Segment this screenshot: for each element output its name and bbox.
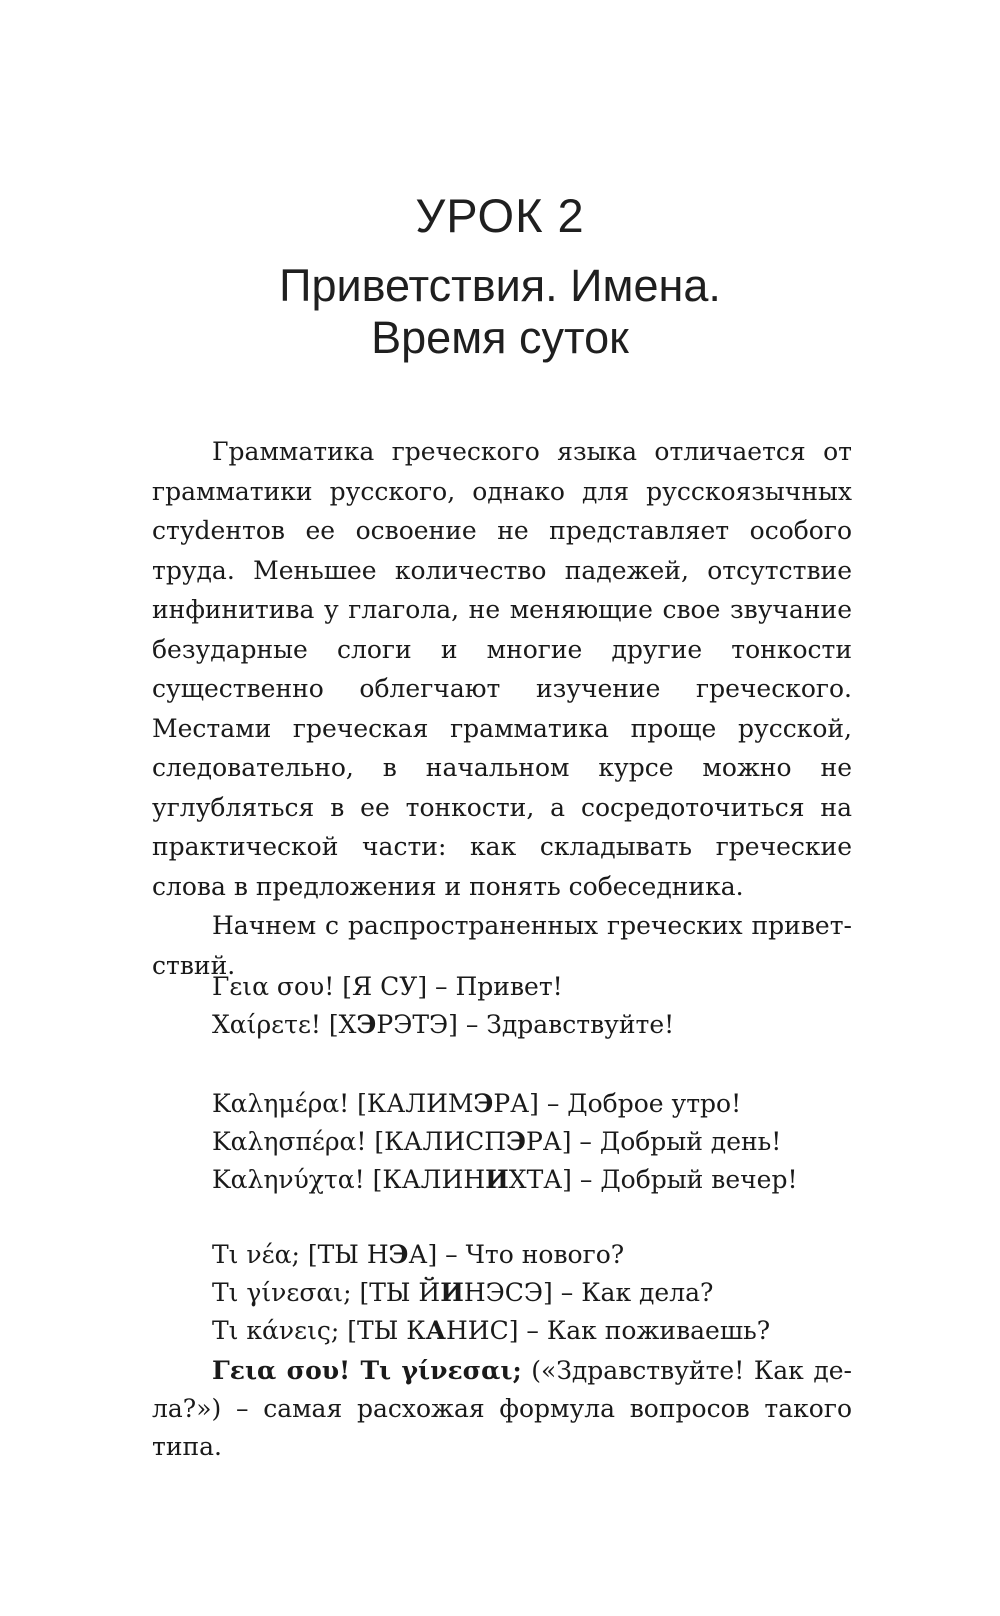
greek-phrase: Τι νέα; — [212, 1240, 300, 1269]
closing-paragraph — [152, 1352, 852, 1466]
translation: – Здравствуйте! — [465, 1010, 675, 1039]
transcription: [КАЛИНИХТА] — [372, 1165, 572, 1194]
translation: – Что нового? — [445, 1240, 625, 1269]
lesson-topic-line-2: Время суток — [371, 312, 629, 363]
translation: – Доброе утро! — [546, 1089, 742, 1118]
stressed-vowel: Э — [388, 1240, 409, 1269]
greek-phrase: Καληνύχτα! — [212, 1165, 365, 1194]
phrase-line — [212, 1312, 872, 1350]
lesson-title: УРОК 2 — [415, 189, 585, 242]
translation: – Привет! — [435, 972, 563, 1001]
phrase-line — [212, 1006, 872, 1044]
transcription: [ТЫ КАНИС] — [347, 1316, 519, 1345]
closing-text: («Здравствуйте! Как дела?») – самая расхожая формула вопросов такого типа. — [152, 1356, 852, 1461]
lesson-topic-line-1: Приветствия. Имена. — [279, 260, 721, 311]
stressed-vowel: Э — [506, 1127, 526, 1156]
transcription: [ТЫ ЙИНЭСЭ] — [359, 1278, 553, 1307]
greek-phrase: Γεια σου! — [212, 972, 335, 1001]
phrase-line — [212, 1123, 872, 1161]
transcription: [ТЫ НЭА] — [307, 1240, 438, 1269]
greek-phrase: Καλησπέρα! — [212, 1127, 367, 1156]
translation: – Добрый день! — [579, 1127, 782, 1156]
phrase-line — [212, 1274, 872, 1312]
greek-phrase: Χαίρετε! — [212, 1010, 321, 1039]
phrase-line — [212, 1161, 872, 1199]
stressed-vowel: Э — [356, 1010, 377, 1039]
stressed-vowel: И — [440, 1278, 464, 1307]
lead-in-paragraph: Начнем с распространенных греческих приветствий. — [152, 911, 852, 980]
stressed-vowel: И — [485, 1165, 509, 1194]
body-text — [152, 432, 852, 985]
greeting-group-hello — [212, 968, 872, 1044]
phrase-line — [212, 1085, 872, 1123]
translation: – Как поживаешь? — [526, 1316, 771, 1345]
translation: – Как дела? — [560, 1278, 714, 1307]
transcription: [ХЭРЭТЭ] — [328, 1010, 458, 1039]
greek-phrase: Τι κάνεις; — [212, 1316, 340, 1345]
greek-phrase: Καλημέρα! — [212, 1089, 350, 1118]
transcription: [КАЛИСПЭРА] — [374, 1127, 572, 1156]
greeting-group-time-of-day — [212, 1085, 872, 1199]
transcription: [КАЛИМЭРА] — [357, 1089, 539, 1118]
phrase-line — [212, 968, 872, 1006]
stressed-vowel: Э — [473, 1089, 494, 1118]
translation: – Добрый вечер! — [579, 1165, 798, 1194]
closing-bold-phrase: Γεια σου! Τι γίνεσαι; — [212, 1356, 522, 1385]
intro-paragraph: Грамматика греческого языка отличается от грамматики русского, однако для русскоязычных стуdентов ее освоение не представляет особого труда. Меньшее количество падежей, отсутствие инфинитива у глагола, не меняющие свое звучание безударные слоги и многие другие тонкости существенно облегчают изучение греческого. Местами греческая грамматика проще русской, следовательно, в начальном курсе можно не углубляться в ее тонкости, а сосредоточиться на практической части: как складывать греческие слова в предложения и понять собеседника. — [152, 437, 852, 901]
greek-phrase: Τι γίνεσαι; — [212, 1278, 352, 1307]
greeting-group-how-are-you — [212, 1236, 872, 1350]
stressed-vowel: А — [425, 1316, 446, 1345]
phrase-line — [212, 1236, 872, 1274]
transcription: [Я СУ] — [342, 972, 428, 1001]
